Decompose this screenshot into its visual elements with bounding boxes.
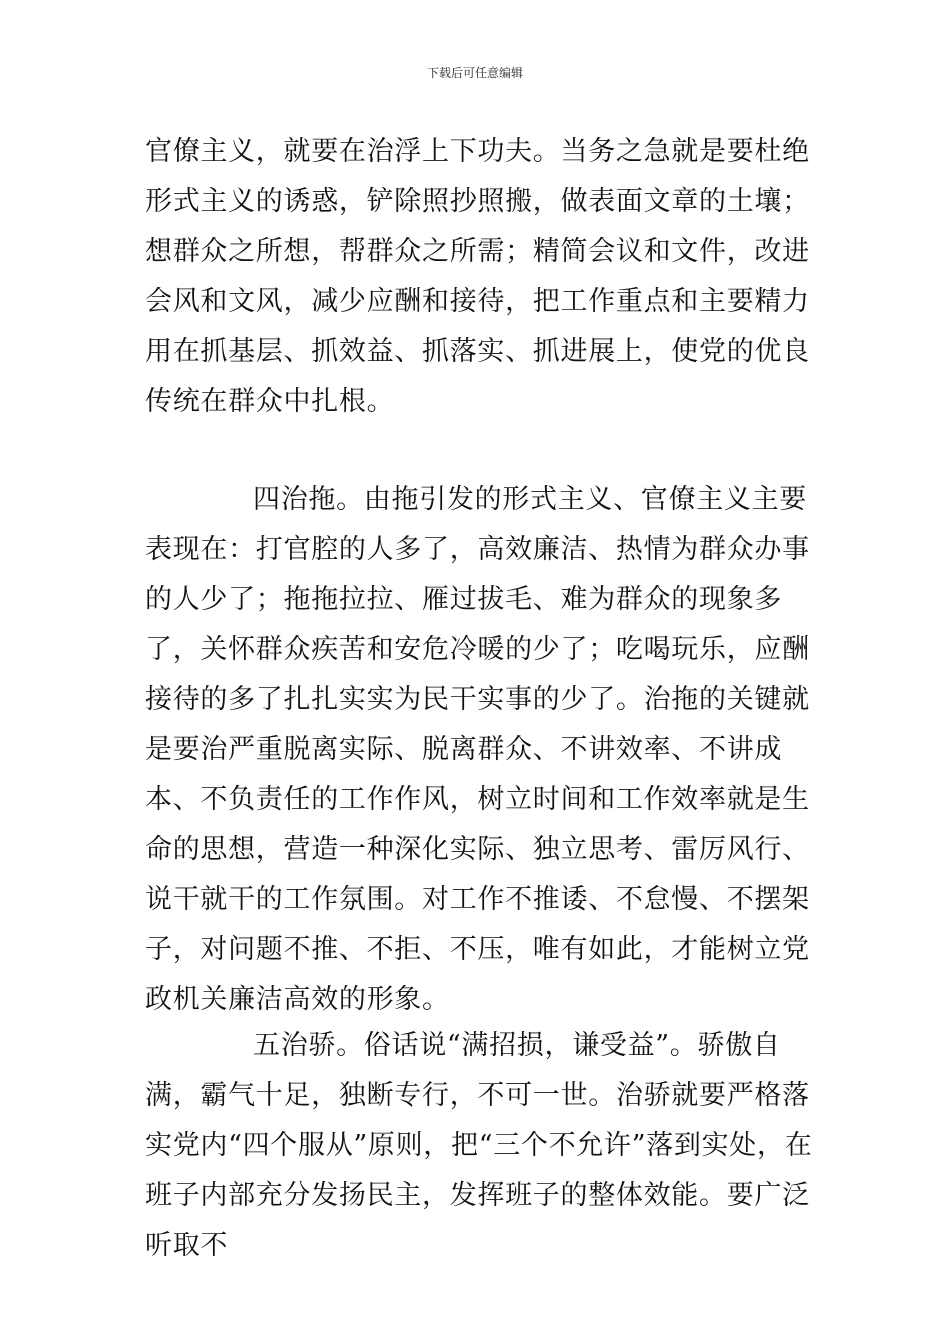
paragraph-zhi-jiao: 五治骄。俗话说“满招损，谦受益”。骄傲自满，霸气十足，独断专行，不可一世。治骄就要严格落实党内“四个服从”原则，把“三个不允许”落到实处，在班子内部充分发扬民主，发挥班子的整体效能。要广泛听取不 [145,1030,813,1261]
paragraph-continuation: 官僚主义，就要在治浮上下功夫。当务之急就是要杜绝形式主义的诱惑，铲除照抄照搬，做表面文章的土壤；想群众之所想，帮群众之所需；精简会议和文件，改进会风和文风，减少应酬和接待，把工作重点和主要精力用在抓基层、抓效益、抓落实、抓进展上，使党的优良传统在群众中扎根。 [145,136,810,417]
page-header: 下载后可任意编辑 [426,66,523,80]
paragraph-zhi-tuo: 四治拖。由拖引发的形式主义、官僚主义主要表现在：打官腔的人多了，高效廉洁、热情为群众办事的人少了；拖拖拉拉、雁过拔毛、难为群众的现象多了，关怀群众疾苦和安危冷暖的少了；吃喝玩乐，应酬接待的多了扎扎实实为民干实事的少了。治拖的关键就是要治严重脱离实际、脱离群众、不讲效率、不讲成本、不负责任的工作作风，树立时间和工作效率就是生命的思想，营造一种深化实际、独立思考、雷厉风行、说干就干的工作氛围。对工作不推诿、不怠慢、不摆架子，对问题不推、不拒、不压，唯有如此，才能树立党政机关廉洁高效的形象。 [145,484,810,1015]
